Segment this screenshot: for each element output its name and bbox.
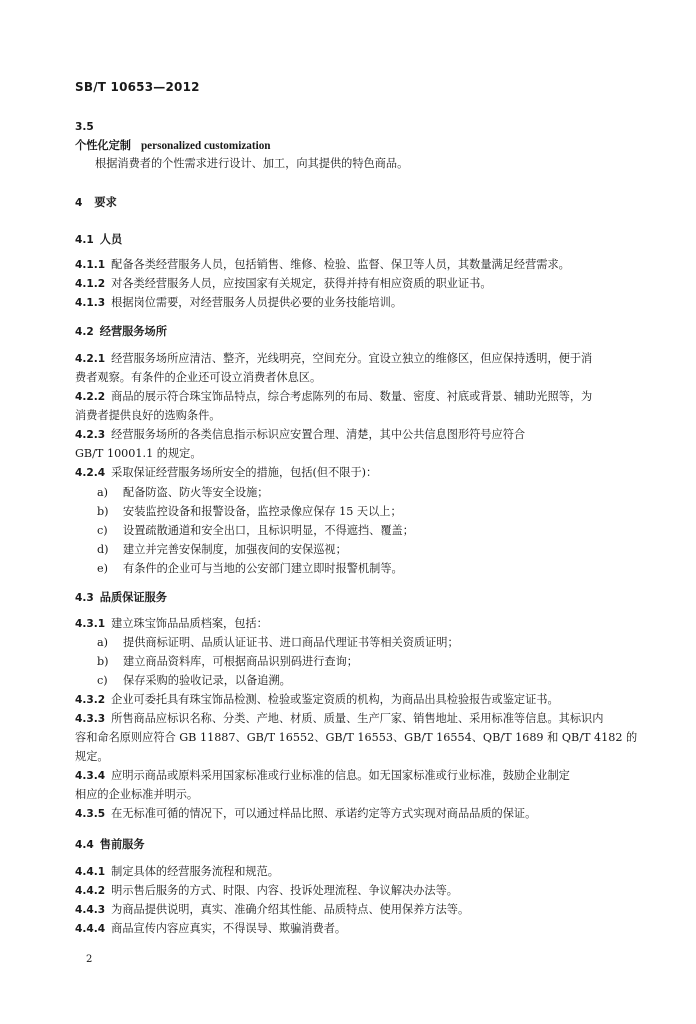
term-english: personalized customization (140, 140, 271, 152)
clause-4-3-3-cont2: 规定。 (75, 750, 109, 763)
list-item: d) 建立并完善安保制度，加强夜间的安保巡视； (97, 543, 347, 556)
clause-4-2-2-cont: 消费者提供良好的选购条件。 (75, 409, 221, 422)
term-entry (75, 138, 271, 153)
clause-4-2-4: 4.2.4 采取保证经营服务场所安全的措施，包括(但不限于)： (75, 466, 378, 479)
clause-3-5-number: 3.5 (75, 121, 94, 133)
list-item: b) 建立商品资料库，可根据商品识别码进行查询； (97, 655, 358, 668)
list-item: a) 配备防盗、防火等安全设施； (97, 486, 269, 499)
clause-4-3-4: 4.3.4 应明示商品或原料采用国家标准或行业标准的信息。如无国家标准或行业标准，鼓励企业制定 (75, 769, 570, 782)
clause-4-2-2: 4.2.2 商品的展示符合珠宝饰品特点，综合考虑陈列的布局、数量、密度、衬底或背景、辅助光照等，为 (75, 390, 593, 403)
list-item: c) 保存采购的验收记录，以备追溯。 (97, 674, 291, 687)
section-4-3-heading: 4.3 品质保证服务 (75, 590, 167, 604)
list-item: b) 安装监控设备和报警设备，监控录像应保存 15 天以上； (97, 505, 402, 518)
clause-4-3-4-cont: 相应的企业标准并明示。 (75, 788, 199, 801)
section-4-1-heading: 4.1 人员 (75, 232, 123, 246)
clause-4-4-3: 4.4.3 为商品提供说明，真实、准确介绍其性能、品质特点、使用保养方法等。 (75, 903, 470, 916)
clause-4-4-1: 4.4.1 制定具体的经营服务流程和规范。 (75, 865, 279, 878)
clause-4-3-3-cont: 容和命名原则应符合 GB 11887、GB/T 16552、GB/T 16553、GB/T 16554、QB/T 1689 和 QB/T 4182 的 (75, 731, 638, 744)
clause-4-4-2: 4.4.2 明示售后服务的方式、时限、内容、投诉处理流程、争议解决办法等。 (75, 884, 458, 897)
clause-4-2-3-cont: GB/T 10001.1 的规定。 (75, 447, 202, 460)
clause-4-3-3: 4.3.3 所售商品应标识名称、分类、产地、材质、质量、生产厂家、销售地址、采用标准等信息。其标识内 (75, 712, 604, 725)
clause-4-3-2: 4.3.2 企业可委托具有珠宝饰品检测、检验或鉴定资质的机构，为商品出具检验报告或鉴定证书。 (75, 693, 559, 706)
term-chinese: 个性化定制 (75, 138, 131, 152)
page-number: 2 (86, 954, 93, 965)
clause-4-4-4: 4.4.4 商品宣传内容应真实，不得误导、欺骗消费者。 (75, 922, 347, 935)
clause-4-1-3: 4.1.3 根据岗位需要，对经营服务人员提供必要的业务技能培训。 (75, 296, 403, 309)
section-4-2-heading: 4.2 经营服务场所 (75, 324, 167, 338)
section-4-heading: 4 要求 (75, 195, 117, 209)
clause-4-2-1: 4.2.1 经营服务场所应清洁、整齐，光线明亮，空间充分。宜设立独立的维修区，但应保持透明，便于消 (75, 352, 593, 365)
term-definition: 根据消费者的个性需求进行设计、加工，向其提供的特色商品。 (95, 157, 409, 170)
clause-4-2-1-cont: 费者观察。有条件的企业还可设立消费者休息区。 (75, 371, 322, 384)
clause-4-3-5: 4.3.5 在无标准可循的情况下，可以通过样品比照、承诺约定等方式实现对商品品质的保证。 (75, 807, 537, 820)
clause-4-2-3: 4.2.3 经营服务场所的各类信息指示标识应安置合理、清楚，其中公共信息图形符号应符合 (75, 428, 526, 441)
standard-number: SB/T 10653—2012 (75, 80, 200, 94)
clause-4-1-1: 4.1.1 配备各类经营服务人员，包括销售、维修、检验、监督、保卫等人员，其数量满足经营需求。 (75, 258, 570, 271)
clause-4-3-1: 4.3.1 建立珠宝饰品品质档案，包括： (75, 617, 268, 630)
list-item: c) 设置疏散通道和安全出口，且标识明显，不得遮挡、覆盖； (97, 524, 414, 537)
list-item: a) 提供商标证明、品质认证证书、进口商品代理证书等相关资质证明； (97, 636, 459, 649)
list-item: e) 有条件的企业可与当地的公安部门建立即时报警机制等。 (97, 562, 403, 575)
clause-4-1-2: 4.1.2 对各类经营服务人员，应按国家有关规定，获得并持有相应资质的职业证书。 (75, 277, 492, 290)
section-4-4-heading: 4.4 售前服务 (75, 837, 145, 851)
